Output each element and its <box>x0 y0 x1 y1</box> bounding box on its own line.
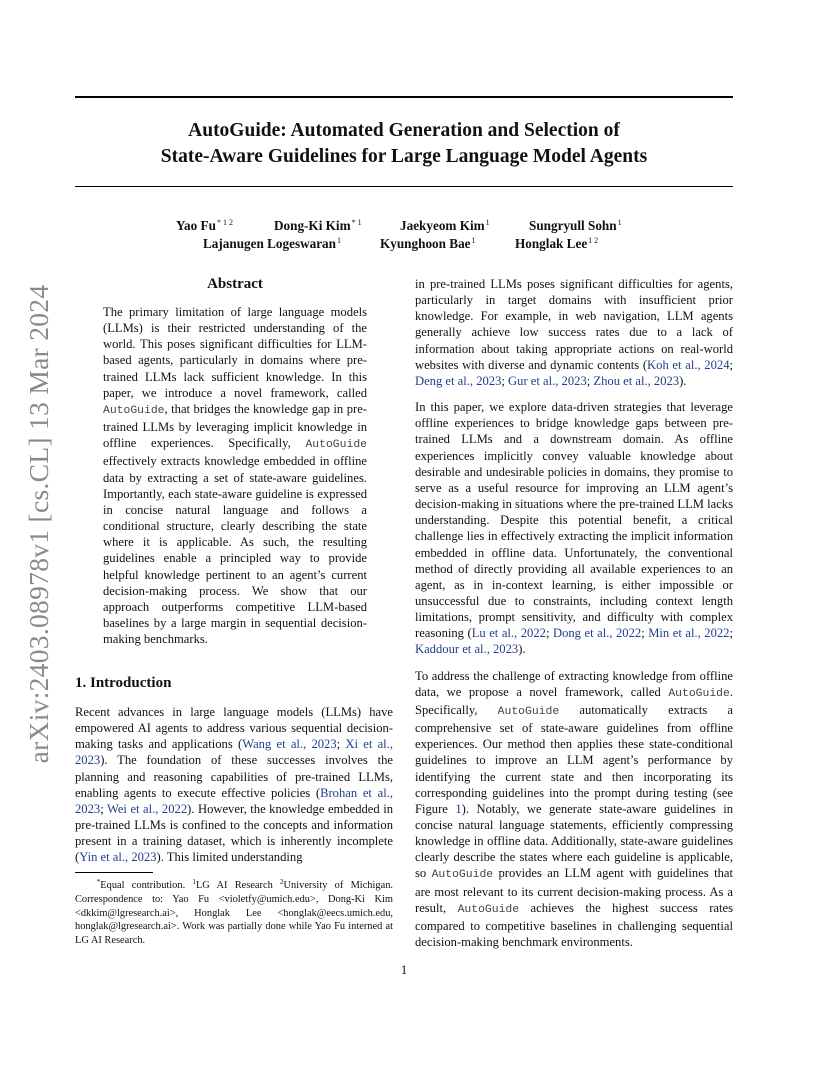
author-row-1 <box>75 214 733 232</box>
arxiv-identifier: arXiv:2403.08978v1 [cs.CL] 13 Mar 2024 <box>23 284 54 764</box>
right-column <box>415 276 733 950</box>
citation-link[interactable]: Kaddour et al., 2023 <box>415 642 519 657</box>
footnote-text: *Equal contribution. $^1$LG AI Research $^2$University of Michigan. Correspondence to: Yao Fu <violetfy@umich.edu>, Dong-Ki Kim <dkkim@lgresearch.ai>, Honglak Lee <honglak@eecs.umich.edu, honglak@lgresearch.ai>. Work was partially done while Yao Fu interned at LG AI Research. <box>75 878 393 947</box>
arxiv-sidebar <box>22 284 56 764</box>
intro-paragraph: Recent advances in large language models (LLMs) have empowered AI agents to address various sequential decision-making tasks and applications (Wang et al., 2023; Xi et al., 2023). The foundation of these successes involves the planning and reasoning capabilities of pre-trained LLMs, enabling agents to execute effective policies (Brohan et al., 2023; Wei et al., 2022). However, the knowledge embedded in pre-trained LLMs is confined to the concepts and information present in a training dataset, which is inherently incomplete (Yin et al., 2023). This limited understanding <box>75 705 393 865</box>
citation-link[interactable]: Koh et al., 2024 <box>647 357 730 372</box>
citation-link[interactable]: Zhou et al., 2023 <box>593 373 680 388</box>
citation-link[interactable]: Wang et al., 2023 <box>242 737 337 752</box>
citation-link[interactable]: Deng et al., 2023 <box>415 373 502 388</box>
code-autoguide: AutoGuide <box>457 903 520 916</box>
citation-link[interactable]: Xi et al., 2023 <box>75 737 393 768</box>
abstract-paragraph: The primary limitation of large language models (LLMs) is their restricted understanding of the world. This poses significant difficulties for LLM-based agents, particularly in domains where pre-trained LLMs lack sufficient knowledge. In this paper, we introduce a novel framework, called AutoGuide, that bridges the knowledge gap in pre-trained LLMs by leveraging implicit knowledge in offline experiences. Specifically, AutoGuide effectively extracts knowledge embedded in offline data by extracting a set of state-aware guidelines. Importantly, each state-aware guideline is expressed in concise natural language and follows a conditional structure, clearly describing the state where it is applicable. As such, the resulting guidelines enable a principled way to provide helpful knowledge pertinent to an agent’s current decision-making process. We show that our approach outperforms competitive LLM-based baselines by a large margin in sequential decision-making benchmarks. <box>103 305 367 647</box>
page-number: 1 <box>400 963 408 977</box>
code-autoguide: AutoGuide <box>668 687 730 700</box>
title-line-1: AutoGuide: Automated Generation and Selection of <box>188 120 620 141</box>
author: Honglak Lee$^{1 2}$ <box>515 236 599 251</box>
abstract-body <box>103 304 367 647</box>
footnote-rule <box>75 872 153 873</box>
code-autoguide: AutoGuide <box>431 869 494 882</box>
author-list <box>75 214 733 250</box>
citation-link[interactable]: Lu et al., 2022 <box>471 626 546 641</box>
author: Kyunghoon Bae$^1$ <box>380 236 476 251</box>
title-line-2: State-Aware Guidelines for Large Language Model Agents <box>160 146 648 167</box>
paper-title <box>75 118 733 170</box>
right-paragraph-2: In this paper, we explore data-driven strategies that leverage offline experiences to bridge knowledge gaps between pre-trained LLMs and a downstream domain. As offline experiences implicitly convey valuable knowledge about desirable and undesirable policies in domains, they promise to serve as a useful resource for improving an LLM agent’s decision-making in situations where the pre-trained LLM lacks understanding. Despite this potential benefit, a critical challenge lies in effectively extracting the implicit information embedded in offline data. Unfortunately, the conventional method of directly providing all available experiences to an agent, as in in-context learning, is either impossible or unsuccessful due to constraints, including context length limitations, prompt sensitivity, and difficulty with complex reasoning (Lu et al., 2022; Dong et al., 2022; Min et al., 2022; Kaddour et al., 2023). <box>415 400 733 657</box>
author: Dong-Ki Kim$^{* 1}$ <box>274 218 362 233</box>
author: Jaekyeom Kim$^1$ <box>400 218 490 233</box>
right-paragraph-1: in pre-trained LLMs poses significant difficulties for agents, particularly in target domains with insufficient prior knowledge. For example, in web navigation, LLM agents generally achieve low success rates due to a lack of information about taking appropriate actions on real-world websites with diverse and dynamic contents (Koh et al., 2024; Deng et al., 2023; Gur et al., 2023; Zhou et al., 2023). <box>415 277 733 388</box>
citation-link[interactable]: Dong et al., 2022 <box>552 626 642 641</box>
footnote <box>75 876 393 948</box>
section-heading-introduction: 1. Introduction <box>75 675 172 691</box>
top-rule <box>75 96 733 98</box>
citation-link[interactable]: Brohan et al., 2023 <box>75 785 393 816</box>
citation-link[interactable]: Gur et al., 2023 <box>508 373 587 388</box>
author: Yao $Fu^{* 1 2}$ <box>176 218 233 233</box>
right-paragraph-3: To address the challenge of extracting knowledge from offline data, we propose a novel framework, called AutoGuide. Specifically, AutoGuide automatically extracts a comprehensive set of state-aware guidelines from offline experiences. Our method then applies these state-conditional guidelines to improve an LLM agent’s performance by identifying the current state and then incorporating its corresponding guidelines into the prompt during testing (see Figure 1). Notably, we generate state-aware guidelines in concise natural language statements, efficiently compressing knowledge in offline data. Additionally, state-aware guidelines clearly describe the states where each guideline is applicable, so AutoGuide provides an LLM agent with guidelines that are most relevant to its current decision-making process. As a result, AutoGuide achieves the highest success rates compared to competitive baselines in challenging sequential decision-making benchmark environments. <box>415 668 734 950</box>
figure-reference-link[interactable]: 1 <box>455 801 462 816</box>
citation-link[interactable]: Wei et al., 2022 <box>106 801 188 816</box>
author-row-2 <box>75 232 733 250</box>
code-autoguide: AutoGuide <box>497 705 560 718</box>
intro-body <box>75 704 393 866</box>
citation-link[interactable]: Yin et al., 2023 <box>79 850 157 865</box>
abstract-heading: Abstract <box>207 276 263 292</box>
code-autoguide: AutoGuide <box>103 404 165 417</box>
author: Sungryull Sohn$^1$ <box>529 218 622 233</box>
author: Lajanugen Logeswaran$^1$ <box>203 236 341 251</box>
title-bottom-rule <box>75 186 733 187</box>
citation-link[interactable]: Min et al., 2022 <box>648 626 730 641</box>
code-autoguide: AutoGuide <box>305 439 367 452</box>
